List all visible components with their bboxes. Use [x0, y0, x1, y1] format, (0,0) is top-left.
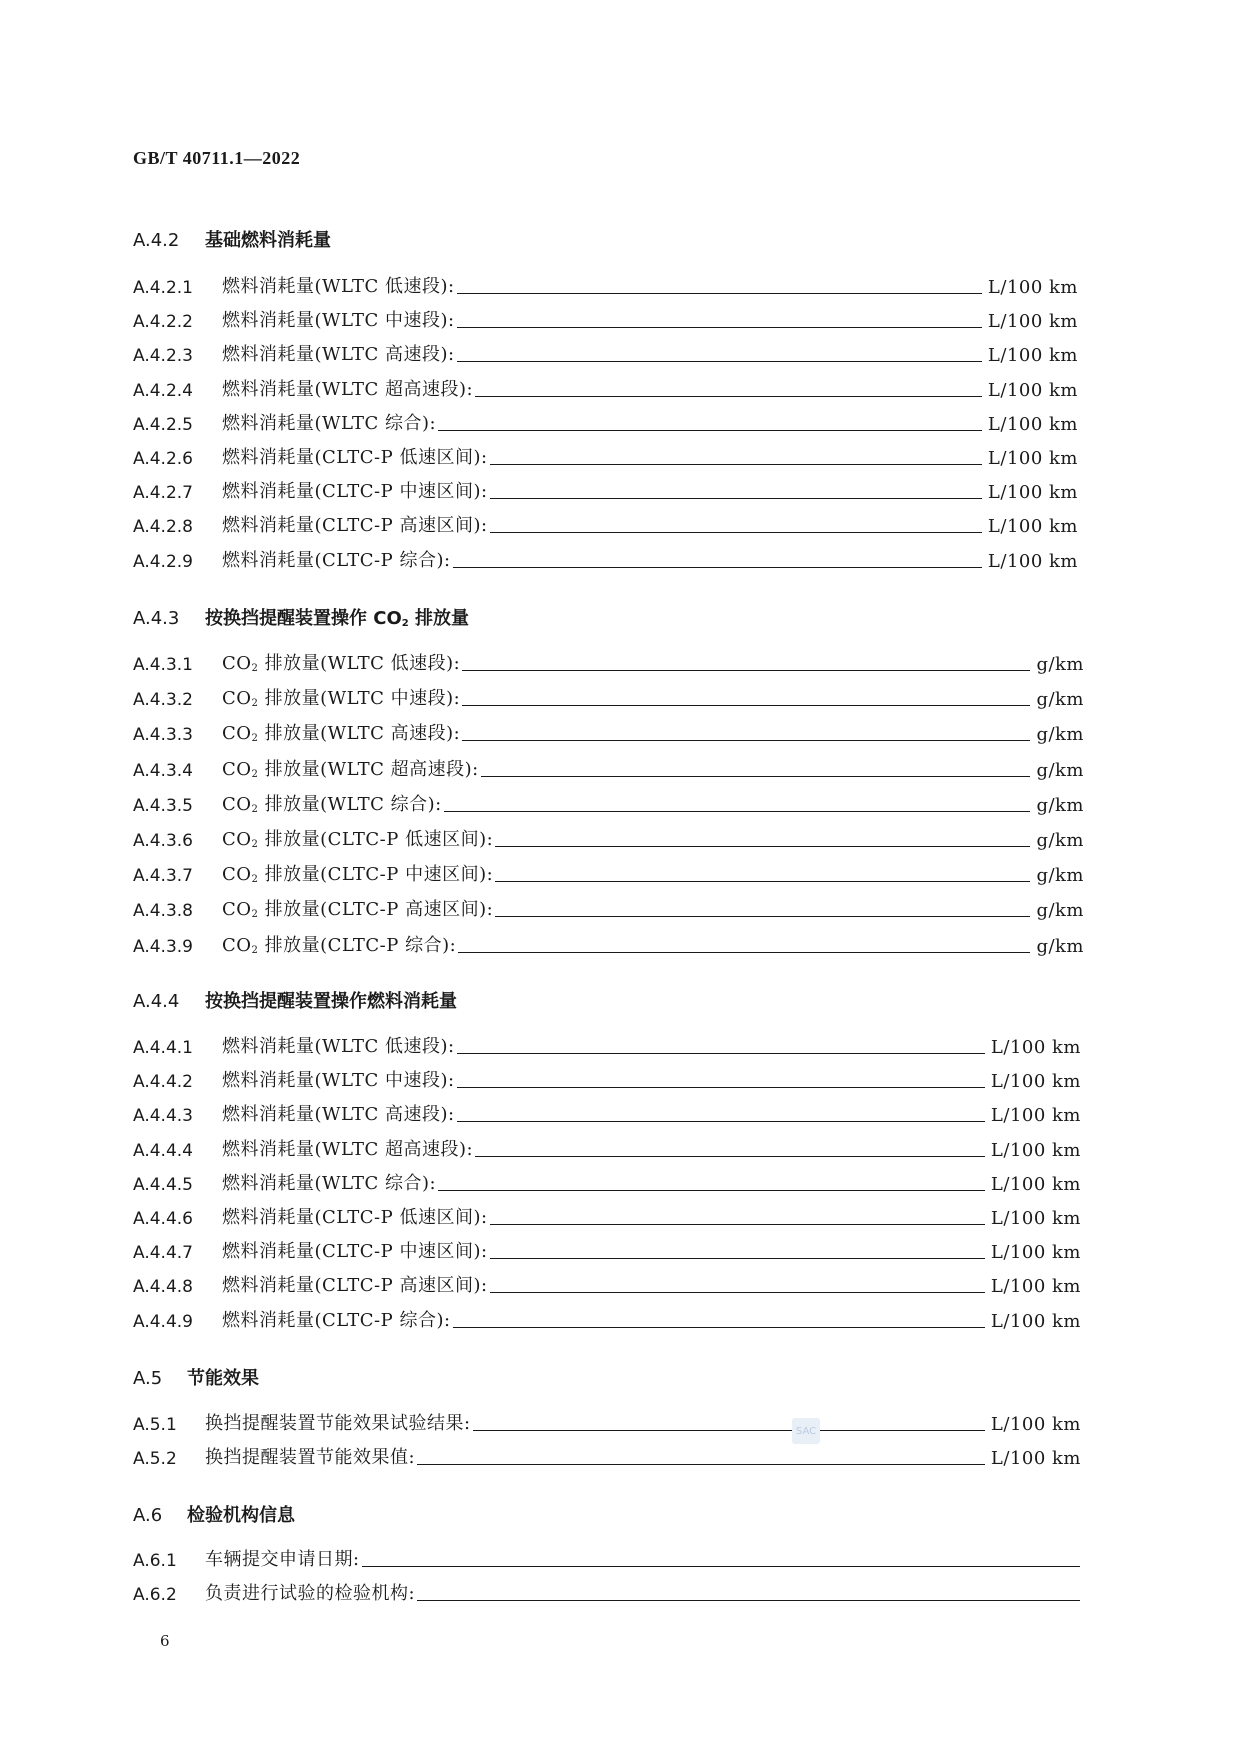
field-label: 换挡提醒装置节能效果试验结果:	[205, 1413, 471, 1434]
unit-label: L/100 km	[990, 1037, 1081, 1058]
unit-label: L/100 km	[987, 345, 1078, 367]
fill-in-blank[interactable]	[444, 810, 1031, 812]
unit-label: L/100 km	[987, 516, 1078, 538]
field-label: 负责进行试验的检验机构:	[205, 1583, 416, 1605]
clause-number: A.4.2.5	[133, 414, 193, 435]
field-label: 燃料消耗量(WLTC 综合):	[222, 1172, 437, 1194]
section-a43-heading: A.4.3 按换挡提醒装置操作 $CO_2$ 排放量	[133, 608, 470, 629]
fill-in-blank[interactable]	[490, 1223, 985, 1225]
form-field-row	[133, 1135, 1081, 1161]
unit-label: L/100 km	[987, 277, 1078, 298]
form-field-row	[133, 1032, 1081, 1058]
unit-label: g/km	[1036, 724, 1084, 746]
field-label: $CO_2$ 排放量(WLTC 综合):	[222, 793, 442, 815]
clause-number: A.4.3.4	[133, 760, 193, 781]
section-a44-heading: A.4.4 按换挡提醒装置操作燃料消耗量	[133, 991, 457, 1012]
fill-in-blank[interactable]	[475, 395, 982, 397]
form-field-row	[133, 649, 1084, 675]
form-field-row	[133, 860, 1084, 886]
field-label: 燃料消耗量(WLTC 中速段):	[222, 1070, 455, 1092]
fill-in-blank[interactable]	[453, 566, 982, 568]
unit-label: g/km	[1036, 900, 1084, 922]
unit-label: L/100 km	[990, 1071, 1081, 1093]
unit-label: g/km	[1036, 759, 1084, 781]
section-a6-heading: A.6 检验机构信息	[133, 1505, 295, 1526]
form-field-row	[133, 825, 1084, 851]
clause-number: A.6.1	[133, 1551, 177, 1571]
field-label: 燃料消耗量(WLTC 高速段):	[222, 344, 455, 366]
fill-in-blank[interactable]	[462, 704, 1030, 706]
fill-in-blank[interactable]	[495, 880, 1030, 882]
fill-in-blank[interactable]	[462, 739, 1030, 741]
clause-number: A.4.4.9	[133, 1311, 193, 1332]
field-label: 燃料消耗量(CLTC-P 综合):	[222, 1309, 451, 1331]
form-field-row	[133, 546, 1078, 572]
form-field-row	[133, 443, 1078, 469]
clause-number: A.4.3.2	[133, 690, 193, 711]
form-field-row	[133, 1066, 1081, 1092]
form-field-row	[133, 1237, 1081, 1263]
field-label: $CO_2$ 排放量(CLTC-P 中速区间):	[222, 864, 494, 886]
clause-number: A.4.2.2	[133, 312, 193, 333]
fill-in-blank[interactable]	[457, 1120, 985, 1122]
fill-in-blank[interactable]	[457, 326, 982, 328]
clause-number: A.4.3.5	[133, 795, 193, 816]
field-label: 燃料消耗量(CLTC-P 中速区间):	[222, 1241, 488, 1263]
form-field-row	[133, 1271, 1081, 1297]
clause-number: A.4.2.9	[133, 551, 193, 572]
clause-number: A.4.2.1	[133, 278, 193, 298]
fill-in-blank[interactable]	[457, 1052, 985, 1054]
form-field-row	[133, 511, 1078, 537]
form-field-row	[133, 895, 1084, 921]
form-field-row	[133, 931, 1084, 957]
field-label: 燃料消耗量(WLTC 超高速段):	[222, 378, 474, 400]
fill-in-blank[interactable]	[458, 951, 1030, 953]
clause-number: A.4.4.3	[133, 1106, 193, 1127]
fill-in-blank[interactable]	[457, 292, 982, 294]
form-field-row	[133, 790, 1084, 816]
field-label: 燃料消耗量(CLTC-P 低速区间):	[222, 447, 488, 468]
form-field-row	[133, 684, 1084, 710]
clause-number: A.4.2.7	[133, 483, 193, 504]
unit-label: L/100 km	[990, 1173, 1081, 1195]
clause-number: A.4.4.4	[133, 1140, 193, 1161]
clause-number: A.4.4.6	[133, 1209, 193, 1229]
clause-number: A.4.4.5	[133, 1174, 193, 1195]
field-label: 车辆提交申请日期:	[205, 1549, 360, 1570]
form-field-row	[133, 477, 1078, 503]
fill-in-blank[interactable]	[417, 1599, 1080, 1601]
fill-in-blank[interactable]	[481, 775, 1031, 777]
fill-in-blank[interactable]	[475, 1155, 985, 1157]
section-a42-heading: A.4.2 基础燃料消耗量	[133, 230, 331, 251]
unit-label: L/100 km	[990, 1310, 1081, 1332]
clause-number: A.4.3.9	[133, 936, 193, 957]
sac-watermark-logo: SAC	[792, 1418, 820, 1444]
field-label: $CO_2$ 排放量(WLTC 低速段):	[222, 653, 461, 674]
fill-in-blank[interactable]	[495, 915, 1030, 917]
form-field-row	[133, 1203, 1081, 1229]
unit-label: L/100 km	[990, 1414, 1081, 1435]
fill-in-blank[interactable]	[462, 669, 1030, 671]
clause-number: A.4.2.8	[133, 517, 193, 538]
fill-in-blank[interactable]	[438, 1189, 985, 1191]
unit-label: g/km	[1036, 654, 1084, 675]
fill-in-blank[interactable]	[457, 360, 982, 362]
form-field-row	[133, 1306, 1081, 1332]
fill-in-blank[interactable]	[453, 1326, 985, 1328]
unit-label: L/100 km	[987, 311, 1078, 333]
field-label: 燃料消耗量(CLTC-P 低速区间):	[222, 1207, 488, 1228]
clause-number: A.4.2.6	[133, 449, 193, 469]
form-field-row	[133, 755, 1084, 781]
field-label: 燃料消耗量(CLTC-P 高速区间):	[222, 1275, 488, 1297]
unit-label: g/km	[1036, 794, 1084, 816]
fill-in-blank[interactable]	[417, 1463, 985, 1465]
field-label: 燃料消耗量(WLTC 综合):	[222, 412, 437, 434]
field-label: $CO_2$ 排放量(CLTC-P 综合):	[222, 934, 457, 956]
form-field-row	[133, 1545, 1086, 1571]
clause-number: A.4.4.2	[133, 1072, 193, 1093]
unit-label: g/km	[1036, 935, 1084, 957]
field-label: $CO_2$ 排放量(WLTC 超高速段):	[222, 758, 479, 780]
unit-label: L/100 km	[990, 1242, 1081, 1264]
unit-label: g/km	[1036, 865, 1084, 887]
form-field-row	[133, 1100, 1081, 1126]
form-field-row	[133, 409, 1078, 435]
page-number: 6	[160, 1632, 170, 1650]
field-label: 燃料消耗量(WLTC 低速段):	[222, 1036, 455, 1057]
fill-in-blank[interactable]	[438, 429, 982, 431]
form-field-row	[133, 272, 1078, 298]
fill-in-blank[interactable]	[457, 1086, 985, 1088]
unit-label: L/100 km	[990, 1448, 1081, 1470]
clause-number: A.4.3.7	[133, 866, 193, 887]
fill-in-blank[interactable]	[490, 463, 982, 465]
fill-in-blank[interactable]	[490, 1257, 985, 1259]
fill-in-blank[interactable]	[490, 497, 982, 499]
form-field-row	[133, 1579, 1086, 1605]
field-label: $CO_2$ 排放量(WLTC 高速段):	[222, 723, 461, 745]
clause-number: A.4.3.6	[133, 831, 193, 851]
unit-label: L/100 km	[987, 482, 1078, 504]
unit-label: L/100 km	[987, 413, 1078, 435]
form-field-row	[133, 1443, 1081, 1469]
fill-in-blank[interactable]	[473, 1429, 985, 1431]
field-label: $CO_2$ 排放量(CLTC-P 高速区间):	[222, 899, 494, 921]
fill-in-blank[interactable]	[490, 531, 982, 533]
fill-in-blank[interactable]	[495, 845, 1030, 847]
unit-label: L/100 km	[990, 1208, 1081, 1229]
unit-label: L/100 km	[987, 379, 1078, 401]
fill-in-blank[interactable]	[490, 1291, 985, 1293]
form-field-row	[133, 306, 1078, 332]
field-label: $CO_2$ 排放量(CLTC-P 低速区间):	[222, 829, 494, 850]
form-field-row	[133, 719, 1084, 745]
field-label: 换挡提醒装置节能效果值:	[205, 1447, 416, 1469]
clause-number: A.4.4.8	[133, 1277, 193, 1298]
clause-number: A.4.3.3	[133, 725, 193, 746]
unit-label: L/100 km	[990, 1105, 1081, 1127]
clause-number: A.4.2.3	[133, 346, 193, 367]
clause-number: A.4.2.4	[133, 380, 193, 401]
form-field-row	[133, 1409, 1081, 1435]
clause-number: A.5.2	[133, 1449, 177, 1470]
unit-label: L/100 km	[987, 448, 1078, 469]
unit-label: L/100 km	[990, 1139, 1081, 1161]
unit-label: L/100 km	[987, 550, 1078, 572]
form-field-row	[133, 1169, 1081, 1195]
field-label: 燃料消耗量(CLTC-P 高速区间):	[222, 515, 488, 537]
standard-number: GB/T 40711.1—2022	[133, 148, 301, 168]
clause-number: A.4.3.8	[133, 901, 193, 922]
field-label: 燃料消耗量(CLTC-P 综合):	[222, 549, 451, 571]
field-label: 燃料消耗量(WLTC 低速段):	[222, 276, 455, 297]
field-label: 燃料消耗量(WLTC 高速段):	[222, 1104, 455, 1126]
form-field-row	[133, 340, 1078, 366]
section-a5-heading: A.5 节能效果	[133, 1368, 259, 1389]
field-label: 燃料消耗量(WLTC 超高速段):	[222, 1138, 474, 1160]
field-label: $CO_2$ 排放量(WLTC 中速段):	[222, 688, 461, 710]
clause-number: A.5.1	[133, 1415, 177, 1435]
unit-label: g/km	[1036, 830, 1084, 851]
unit-label: g/km	[1036, 689, 1084, 711]
fill-in-blank[interactable]	[362, 1565, 1080, 1567]
clause-number: A.4.3.1	[133, 655, 193, 675]
field-label: 燃料消耗量(CLTC-P 中速区间):	[222, 481, 488, 503]
field-label: 燃料消耗量(WLTC 中速段):	[222, 310, 455, 332]
form-field-row	[133, 375, 1078, 401]
clause-number: A.4.4.1	[133, 1038, 193, 1058]
unit-label: L/100 km	[990, 1276, 1081, 1298]
clause-number: A.4.4.7	[133, 1243, 193, 1264]
clause-number: A.6.2	[133, 1585, 177, 1606]
